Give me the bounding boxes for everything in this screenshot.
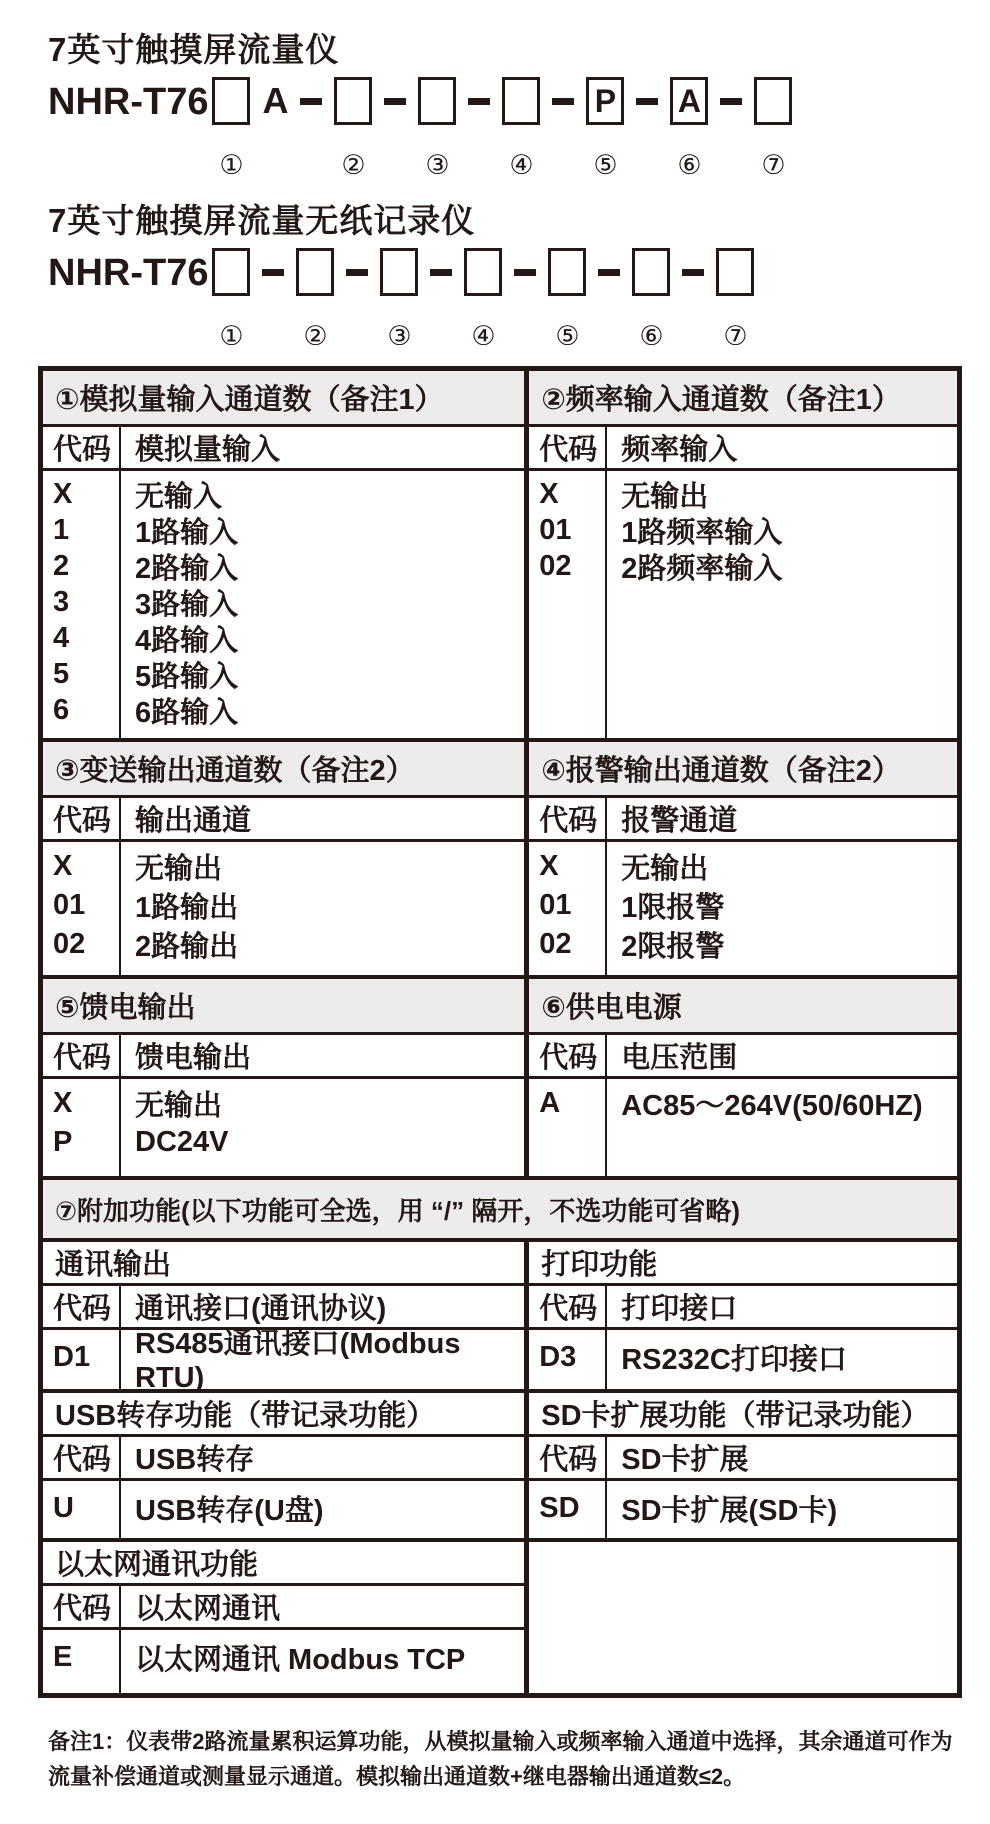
option-label: SD卡扩展(SD卡) (621, 1495, 838, 1527)
option-row (43, 1327, 524, 1394)
model-token (548, 248, 586, 352)
option-code: 01 (53, 889, 86, 921)
product-block-paperless-recorder (38, 195, 962, 352)
option-code: 01 (539, 889, 572, 921)
model-dash-icon (514, 269, 536, 276)
table-half-right (529, 1393, 957, 1538)
option-label: RS485通讯接口(Modbus RTU) (135, 1327, 461, 1394)
option-code: X (539, 850, 559, 882)
column-header-row (43, 427, 524, 471)
table-band (43, 975, 957, 1176)
option-label: 1限报警 (621, 892, 725, 924)
table-half-left (43, 979, 529, 1176)
option-row (529, 548, 957, 584)
model-fixed-letter: A (262, 80, 289, 121)
column-header-row (43, 798, 524, 842)
label-column-header: 馈电输出 (135, 1042, 252, 1074)
option-code: 3 (53, 585, 70, 618)
model-option-box (212, 248, 250, 296)
option-label: 2路输出 (135, 931, 239, 963)
model-position-number: ⑦ (761, 150, 786, 180)
model-token (384, 77, 406, 105)
model-option-box: A (670, 77, 708, 125)
model-option-box (548, 248, 586, 296)
option-code: 1 (53, 513, 70, 546)
model-dash-icon (430, 269, 452, 276)
option-row (43, 512, 524, 548)
model-token (262, 248, 284, 276)
table-band (43, 371, 957, 738)
option-label: 无输出 (621, 853, 709, 885)
option-row (529, 847, 957, 886)
model-position-number: ① (219, 321, 244, 351)
model-option-box (632, 248, 670, 296)
code-column-header: 代码 (43, 1586, 121, 1627)
column-header-row (529, 798, 957, 842)
option-row (43, 548, 524, 584)
model-dash-icon (346, 269, 368, 276)
option-list (43, 1630, 524, 1693)
model-dash-icon (720, 98, 742, 105)
column-header-row (43, 1437, 524, 1481)
option-code: U (53, 1492, 74, 1524)
model-token (418, 77, 456, 181)
model-token (720, 77, 742, 105)
model-tokens (212, 77, 792, 181)
model-token (514, 248, 536, 276)
option-label: 1路输出 (135, 892, 239, 924)
model-token (464, 248, 502, 352)
code-column-header: 代码 (529, 1035, 607, 1076)
option-row (529, 476, 957, 512)
option-list (43, 1327, 524, 1394)
table-section-header: ④报警输出通道数（备注2） (529, 742, 957, 798)
option-label: 2路频率输入 (621, 552, 783, 585)
option-label: 以太网通讯 Modbus TCP (135, 1644, 466, 1676)
footnote-line: 流量补偿通道或测量显示通道。模拟输出通道数+继电器输出通道数≤2。 (48, 1764, 746, 1789)
option-code: X (53, 477, 73, 510)
table-subsection-header: USB转存功能（带记录功能） (43, 1393, 524, 1437)
table-half-right (529, 742, 957, 975)
table-half-right (529, 1242, 957, 1389)
footnote-line: 备注1：仪表带2路流量累积运算功能，从模拟量输入或频率输入通道中选择，其余通道可作为 (48, 1729, 953, 1754)
model-token (636, 77, 658, 105)
model-option-box (502, 77, 540, 125)
option-code: 01 (539, 513, 572, 546)
option-label: 无输入 (135, 480, 223, 513)
model-position-number: ③ (425, 150, 450, 180)
option-code: X (53, 1087, 73, 1119)
option-row (529, 886, 957, 925)
label-column-header: 频率输入 (621, 434, 738, 466)
option-label: 1路频率输入 (621, 516, 783, 549)
option-label: 4路输入 (135, 624, 239, 657)
code-column-header: 代码 (43, 1437, 121, 1478)
option-list (529, 1079, 957, 1176)
model-position-number: ④ (509, 150, 534, 180)
option-list (43, 842, 524, 975)
model-position-number: ④ (471, 321, 496, 351)
code-column-header: 代码 (529, 798, 607, 839)
option-label: 2路输入 (135, 552, 239, 585)
option-row (43, 584, 524, 620)
table-section-header: ②频率输入通道数（备注1） (529, 371, 957, 427)
option-code: D1 (53, 1341, 91, 1373)
table-section-header: ⑥供电电源 (529, 979, 957, 1035)
table-band (43, 1176, 957, 1238)
label-column-header: 电压范围 (621, 1042, 738, 1074)
model-dash-icon (598, 269, 620, 276)
option-label: 无输出 (135, 853, 223, 885)
option-label: RS232C打印接口 (621, 1344, 847, 1376)
model-option-box (212, 77, 250, 125)
option-code: 02 (539, 549, 572, 582)
code-column-header: 代码 (43, 1035, 121, 1076)
model-tokens (212, 248, 754, 352)
option-label: 2限报警 (621, 931, 725, 963)
option-label: DC24V (135, 1126, 229, 1158)
model-code-line (48, 77, 962, 181)
model-position-number: ① (219, 150, 244, 180)
model-dash-icon (682, 269, 704, 276)
code-column-header: 代码 (43, 798, 121, 839)
model-token (430, 248, 452, 276)
table-half-left (43, 371, 529, 738)
option-row (43, 656, 524, 692)
code-column-header: 代码 (529, 427, 607, 468)
option-code: A (539, 1087, 561, 1119)
model-token (552, 77, 574, 105)
model-position-number: ⑥ (677, 150, 702, 180)
option-row (529, 1486, 957, 1531)
column-header-row (529, 1286, 957, 1330)
option-row (529, 512, 957, 548)
code-column-header: 代码 (43, 427, 121, 468)
model-dash-icon (552, 98, 574, 105)
model-option-box: P (586, 77, 624, 125)
model-position-number: ⑤ (555, 321, 580, 351)
model-token (300, 77, 322, 105)
model-dash-icon (384, 98, 406, 105)
option-row (43, 476, 524, 512)
model-position-number: ② (341, 150, 366, 180)
model-token (296, 248, 334, 352)
model-dash-icon (262, 269, 284, 276)
model-token (380, 248, 418, 352)
option-list (43, 1079, 524, 1176)
option-list (529, 1481, 957, 1538)
label-column-header: 报警通道 (621, 805, 738, 837)
option-code: P (53, 1126, 73, 1158)
option-code: 4 (53, 621, 70, 654)
option-label: 5路输入 (135, 660, 239, 693)
option-list (529, 842, 957, 975)
column-header-row (529, 1437, 957, 1481)
model-token (586, 77, 624, 181)
option-row (529, 1084, 957, 1123)
table-half-right (529, 1542, 957, 1693)
table-subsection-header: 以太网通讯功能 (43, 1542, 524, 1586)
label-column-header: 打印接口 (621, 1293, 738, 1325)
empty-cell (529, 1542, 957, 1693)
model-token (346, 248, 368, 276)
code-column-header: 代码 (529, 1437, 607, 1478)
model-prefix: NHR-T76 (48, 81, 209, 123)
label-column-header: 模拟量输入 (135, 434, 281, 466)
model-token (262, 77, 288, 125)
option-list (529, 471, 957, 738)
option-label: AC85～264V(50/60HZ) (621, 1090, 923, 1122)
model-option-box (754, 77, 792, 125)
model-token (598, 248, 620, 276)
table-half-right (529, 979, 957, 1176)
option-label: 3路输入 (135, 588, 239, 621)
model-dash-icon (300, 98, 322, 105)
table-band (43, 1238, 957, 1394)
option-row (43, 886, 524, 925)
table-band (43, 1389, 957, 1538)
model-position-number: ③ (387, 321, 412, 351)
model-option-box (334, 77, 372, 125)
model-position-number: ② (303, 321, 328, 351)
code-column-header: 代码 (529, 1286, 607, 1327)
model-position-number: ⑦ (723, 321, 748, 351)
model-option-box (296, 248, 334, 296)
product-title: 7英寸触摸屏流量无纸记录仪 (48, 202, 476, 239)
column-header-row (43, 1035, 524, 1079)
spec-table (38, 366, 962, 1698)
option-code: E (53, 1641, 73, 1673)
product-block-flow-meter (38, 24, 962, 181)
option-code: 6 (53, 693, 70, 726)
option-code: 2 (53, 549, 70, 582)
option-code: D3 (539, 1341, 577, 1373)
option-code: 02 (539, 928, 572, 960)
table-section-header: ⑤馈电输出 (43, 979, 524, 1035)
option-label: 无输出 (135, 1090, 223, 1122)
option-label: 6路输入 (135, 696, 239, 729)
table-section-header: ⑦附加功能(以下功能可全选，用 “/” 隔开，不选功能可省略) (43, 1180, 957, 1238)
column-header-row (529, 1035, 957, 1079)
product-title: 7英寸触摸屏流量仪 (48, 31, 340, 68)
model-option-box (380, 248, 418, 296)
footnote (48, 1724, 962, 1794)
table-band (43, 738, 957, 975)
model-code-line (48, 248, 962, 352)
label-column-header: 输出通道 (135, 805, 252, 837)
column-header-row (43, 1586, 524, 1630)
option-row (43, 1084, 524, 1123)
model-token (212, 77, 250, 181)
model-position-number: ⑥ (639, 321, 664, 351)
model-option-box (418, 77, 456, 125)
table-half-left (43, 1242, 529, 1394)
model-token (502, 77, 540, 181)
label-column-header: SD卡扩展 (621, 1444, 749, 1476)
option-row (43, 1635, 524, 1680)
model-dash-icon (636, 98, 658, 105)
option-row (43, 1123, 524, 1162)
model-token (632, 248, 670, 352)
option-label: 无输出 (621, 480, 709, 513)
model-option-box (464, 248, 502, 296)
option-row (43, 925, 524, 964)
label-column-header: 以太网通讯 (135, 1593, 281, 1625)
model-option-box (716, 248, 754, 296)
option-label: 1路输入 (135, 516, 239, 549)
table-section-header: ①模拟量输入通道数（备注1） (43, 371, 524, 427)
option-list (529, 1330, 957, 1389)
option-label: USB转存(U盘) (135, 1495, 324, 1527)
option-code: X (53, 850, 73, 882)
option-row (43, 620, 524, 656)
table-band (43, 1538, 957, 1693)
table-subsection-header: 打印功能 (529, 1242, 957, 1286)
option-row (529, 1335, 957, 1380)
model-position-number: ⑤ (593, 150, 618, 180)
table-half-left (43, 1393, 529, 1538)
model-dash-icon (468, 98, 490, 105)
table-subsection-header: SD卡扩展功能（带记录功能） (529, 1393, 957, 1437)
option-row (529, 925, 957, 964)
option-code: 02 (53, 928, 86, 960)
label-column-header: USB转存 (135, 1444, 255, 1476)
option-row (43, 692, 524, 728)
label-column-header: 通讯接口(通讯协议) (135, 1293, 387, 1325)
table-section-header: ③变送输出通道数（备注2） (43, 742, 524, 798)
model-token (682, 248, 704, 276)
option-code: 5 (53, 657, 70, 690)
table-half-left (43, 742, 529, 975)
option-row (43, 847, 524, 886)
model-token (468, 77, 490, 105)
table-subsection-header: 通讯输出 (43, 1242, 524, 1286)
model-token (716, 248, 754, 352)
model-token (670, 77, 708, 181)
table-half-right (529, 371, 957, 738)
model-token (334, 77, 372, 181)
code-column-header: 代码 (43, 1286, 121, 1327)
model-token (212, 248, 250, 352)
model-token (754, 77, 792, 181)
option-code: X (539, 477, 559, 510)
option-row (43, 1486, 524, 1531)
option-list (43, 471, 524, 738)
option-list (43, 1481, 524, 1538)
option-code: SD (539, 1492, 580, 1524)
column-header-row (529, 427, 957, 471)
table-half-left (43, 1542, 529, 1693)
model-prefix: NHR-T76 (48, 252, 209, 294)
